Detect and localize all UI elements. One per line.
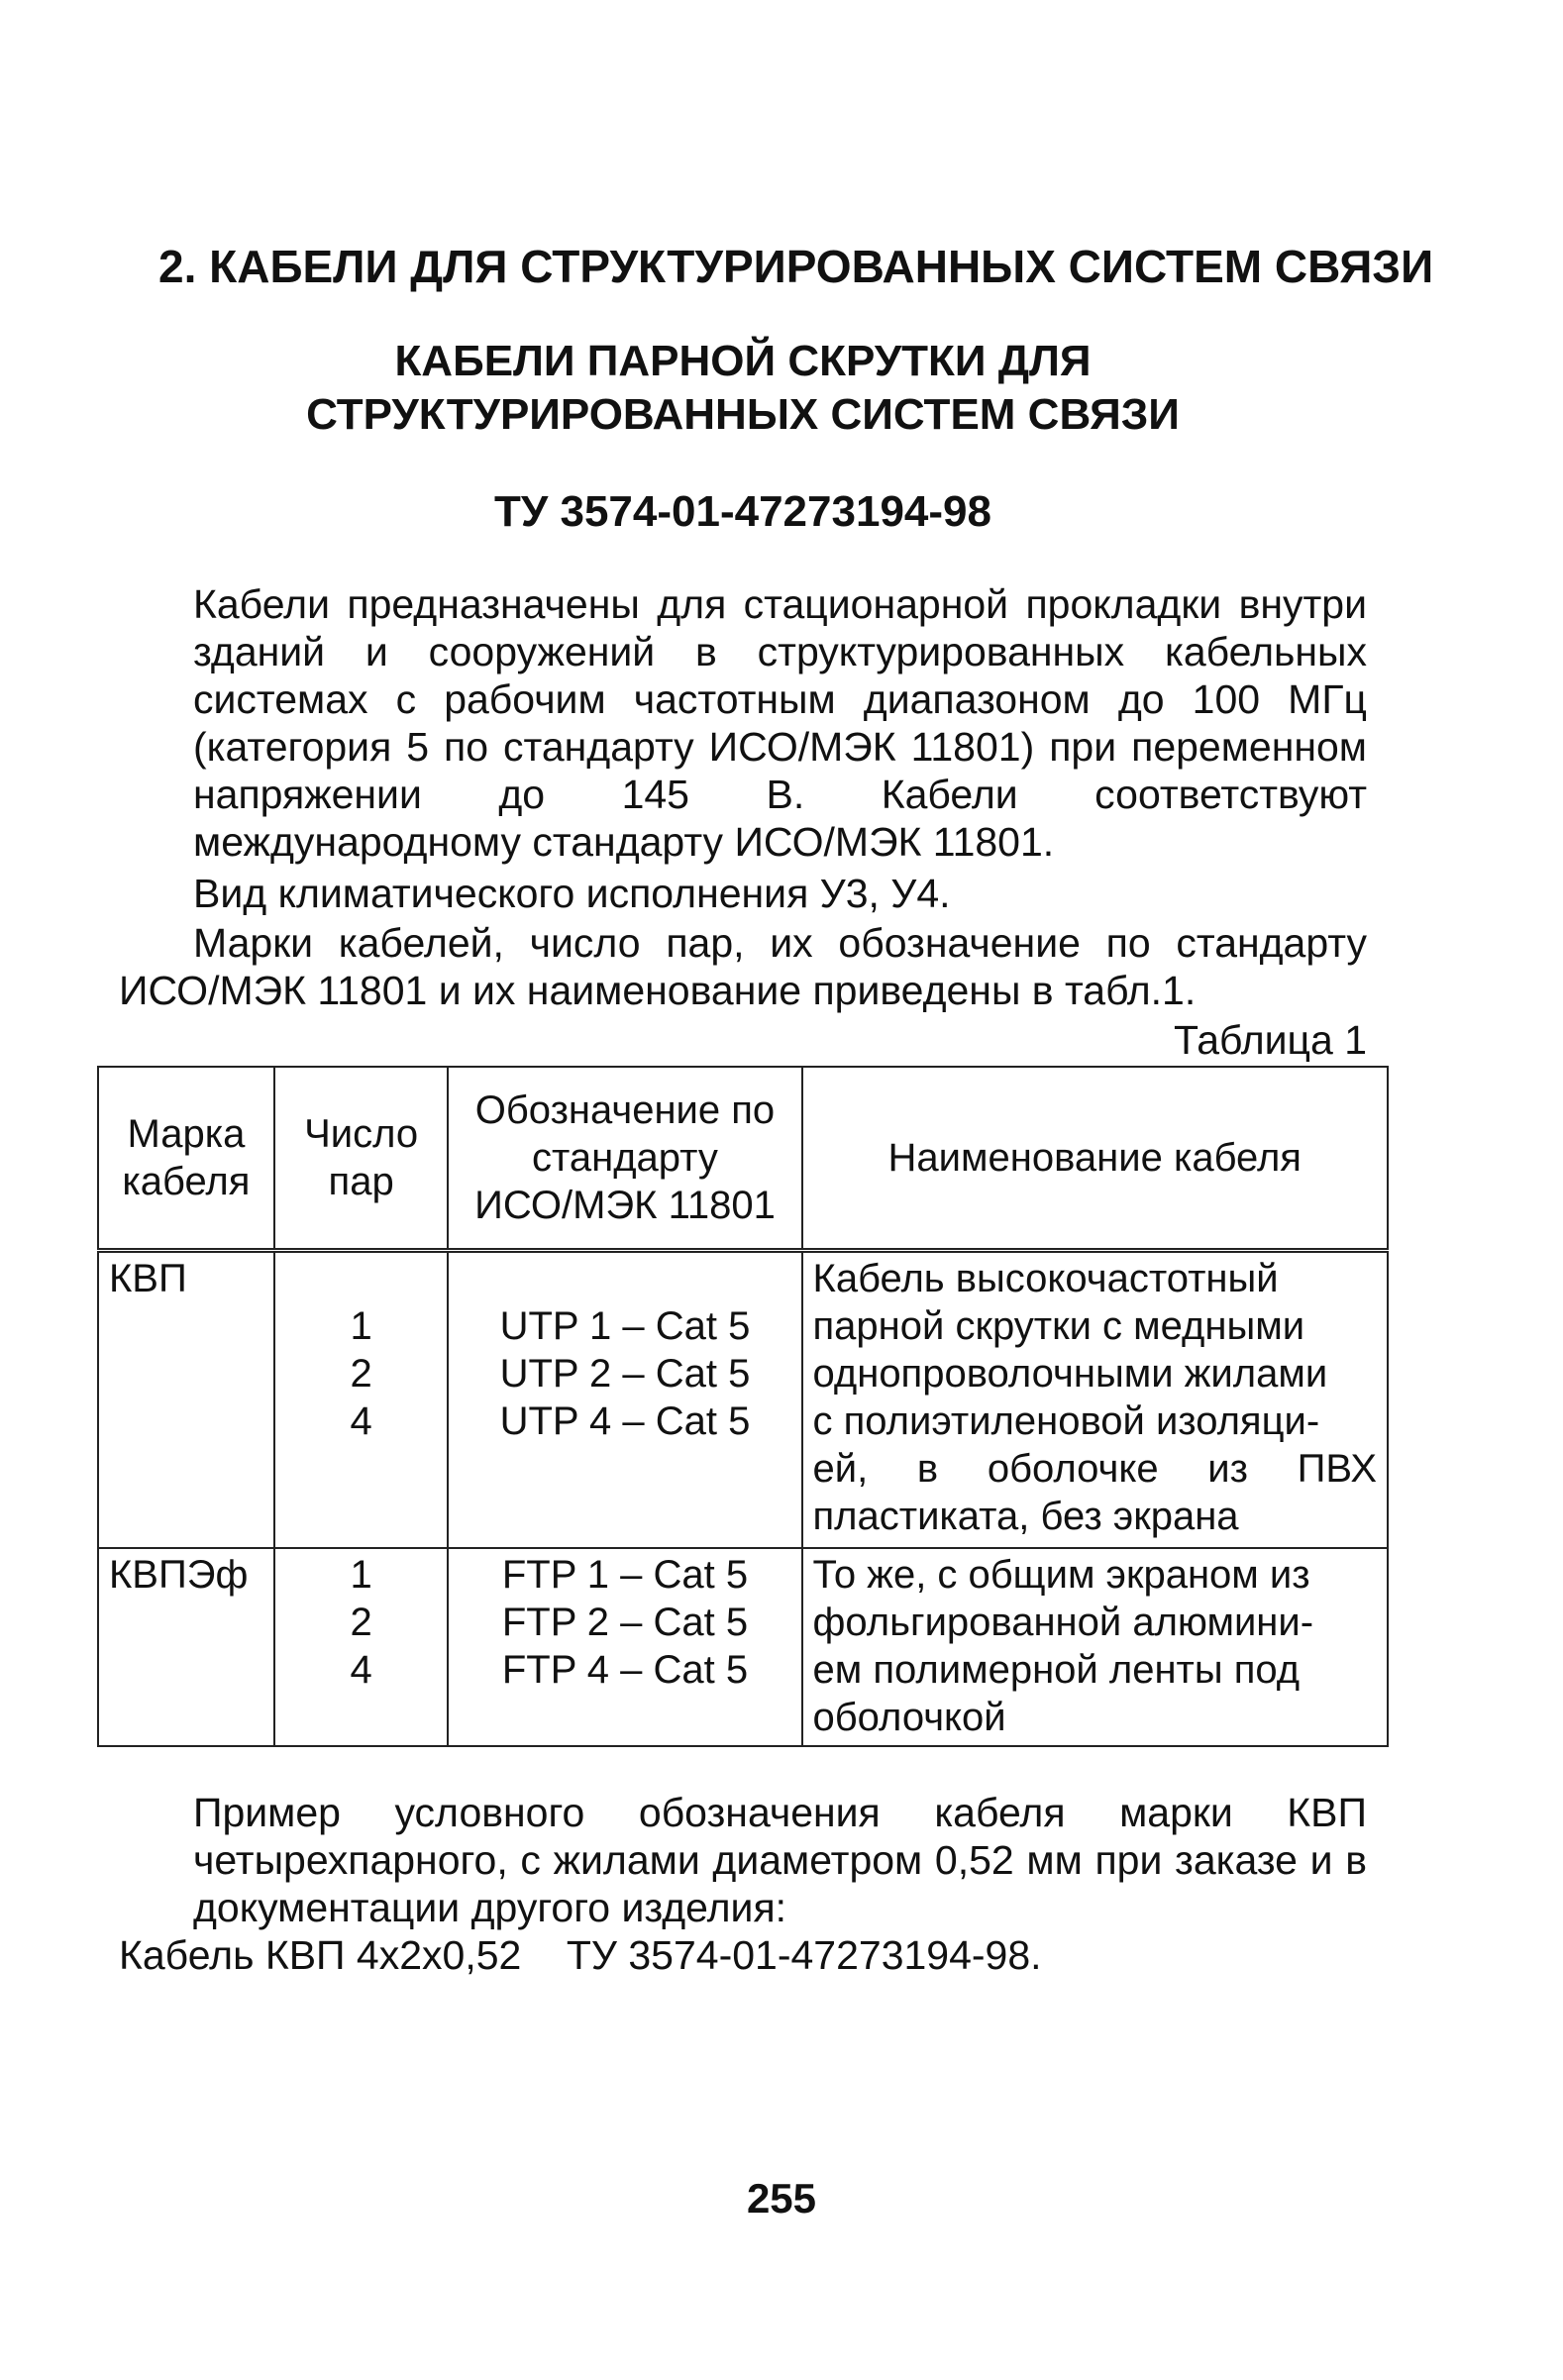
page-number: 255 [746, 2175, 817, 2222]
table-header-row [98, 1067, 1388, 1251]
header-name: Наименование кабеля [802, 1067, 1388, 1251]
table-caption: Таблица 1 [1174, 1017, 1367, 1063]
header-mark: Марка кабеля [98, 1067, 274, 1251]
header-pairs: Число пар [274, 1067, 449, 1251]
marks-line-2: ИСО/МЭК 11801 и их наименование приведены в табл.1. [119, 968, 1197, 1013]
cell-designation: FTP 1 – Cat 5 FTP 2 – Cat 5 FTP 4 – Cat 5 [448, 1548, 801, 1746]
cell-designation: UTP 1 – Cat 5 UTP 2 – Cat 5 UTP 4 – Cat 5 [448, 1251, 801, 1548]
cell-name: То же, с общим экраном из фольгированной алюмини- ем полимерной ленты под оболочкой [802, 1548, 1388, 1746]
header-designation: Обозначение по стандарту ИСО/МЭК 11801 [448, 1067, 801, 1251]
intro-paragraph: Кабели предназначены для стационарной прокладки внутри зданий и сооружений в структурированных кабельных системах с рабочим частотным диапазоном до 100 МГц (категория 5 по стандарту ИСО/МЭК 11801) при переменном напряжении до 145 В. Кабели соответствуют международному стандарту ИСО/МЭК 11801. [193, 581, 1367, 865]
subtitle-line-2: СТРУКТУРИРОВАННЫХ СИСТЕМ СВЯЗИ [306, 390, 1180, 439]
cell-pairs: 1 2 4 [274, 1251, 449, 1548]
marks-line-1: Марки кабелей, число пар, их обозначение по стандарту [193, 920, 1367, 966]
cell-name: Кабель высокочастотный парной скрутки с медными однопроволочными жилами с полиэтиленовой изоляци- ей, в оболочке из ПВХ пластиката, без экрана [802, 1251, 1388, 1548]
climate-line: Вид климатического исполнения У3, У4. [193, 871, 951, 916]
spec-code: ТУ 3574-01-47273194-98 [494, 487, 991, 536]
table-row [98, 1251, 1388, 1548]
example-paragraph: Пример условного обозначения кабеля марки КВП четырехпарного, с жилами диаметром 0,52 мм при заказе и в документации другого изделия: [193, 1790, 1367, 1930]
table-row [98, 1548, 1388, 1746]
cell-mark: КВП [98, 1251, 274, 1548]
subtitle-line-1: КАБЕЛИ ПАРНОЙ СКРУТКИ ДЛЯ [394, 337, 1092, 385]
cell-pairs: 1 2 4 [274, 1548, 449, 1746]
example-designation: Кабель КВП 4х2х0,52 ТУ 3574-01-47273194-98. [119, 1932, 1042, 1978]
cable-table [97, 1066, 1389, 1747]
section-title: 2. КАБЕЛИ ДЛЯ СТРУКТУРИРОВАННЫХ СИСТЕМ СВЯЗИ [158, 241, 1434, 292]
cell-mark: КВПЭф [98, 1548, 274, 1746]
